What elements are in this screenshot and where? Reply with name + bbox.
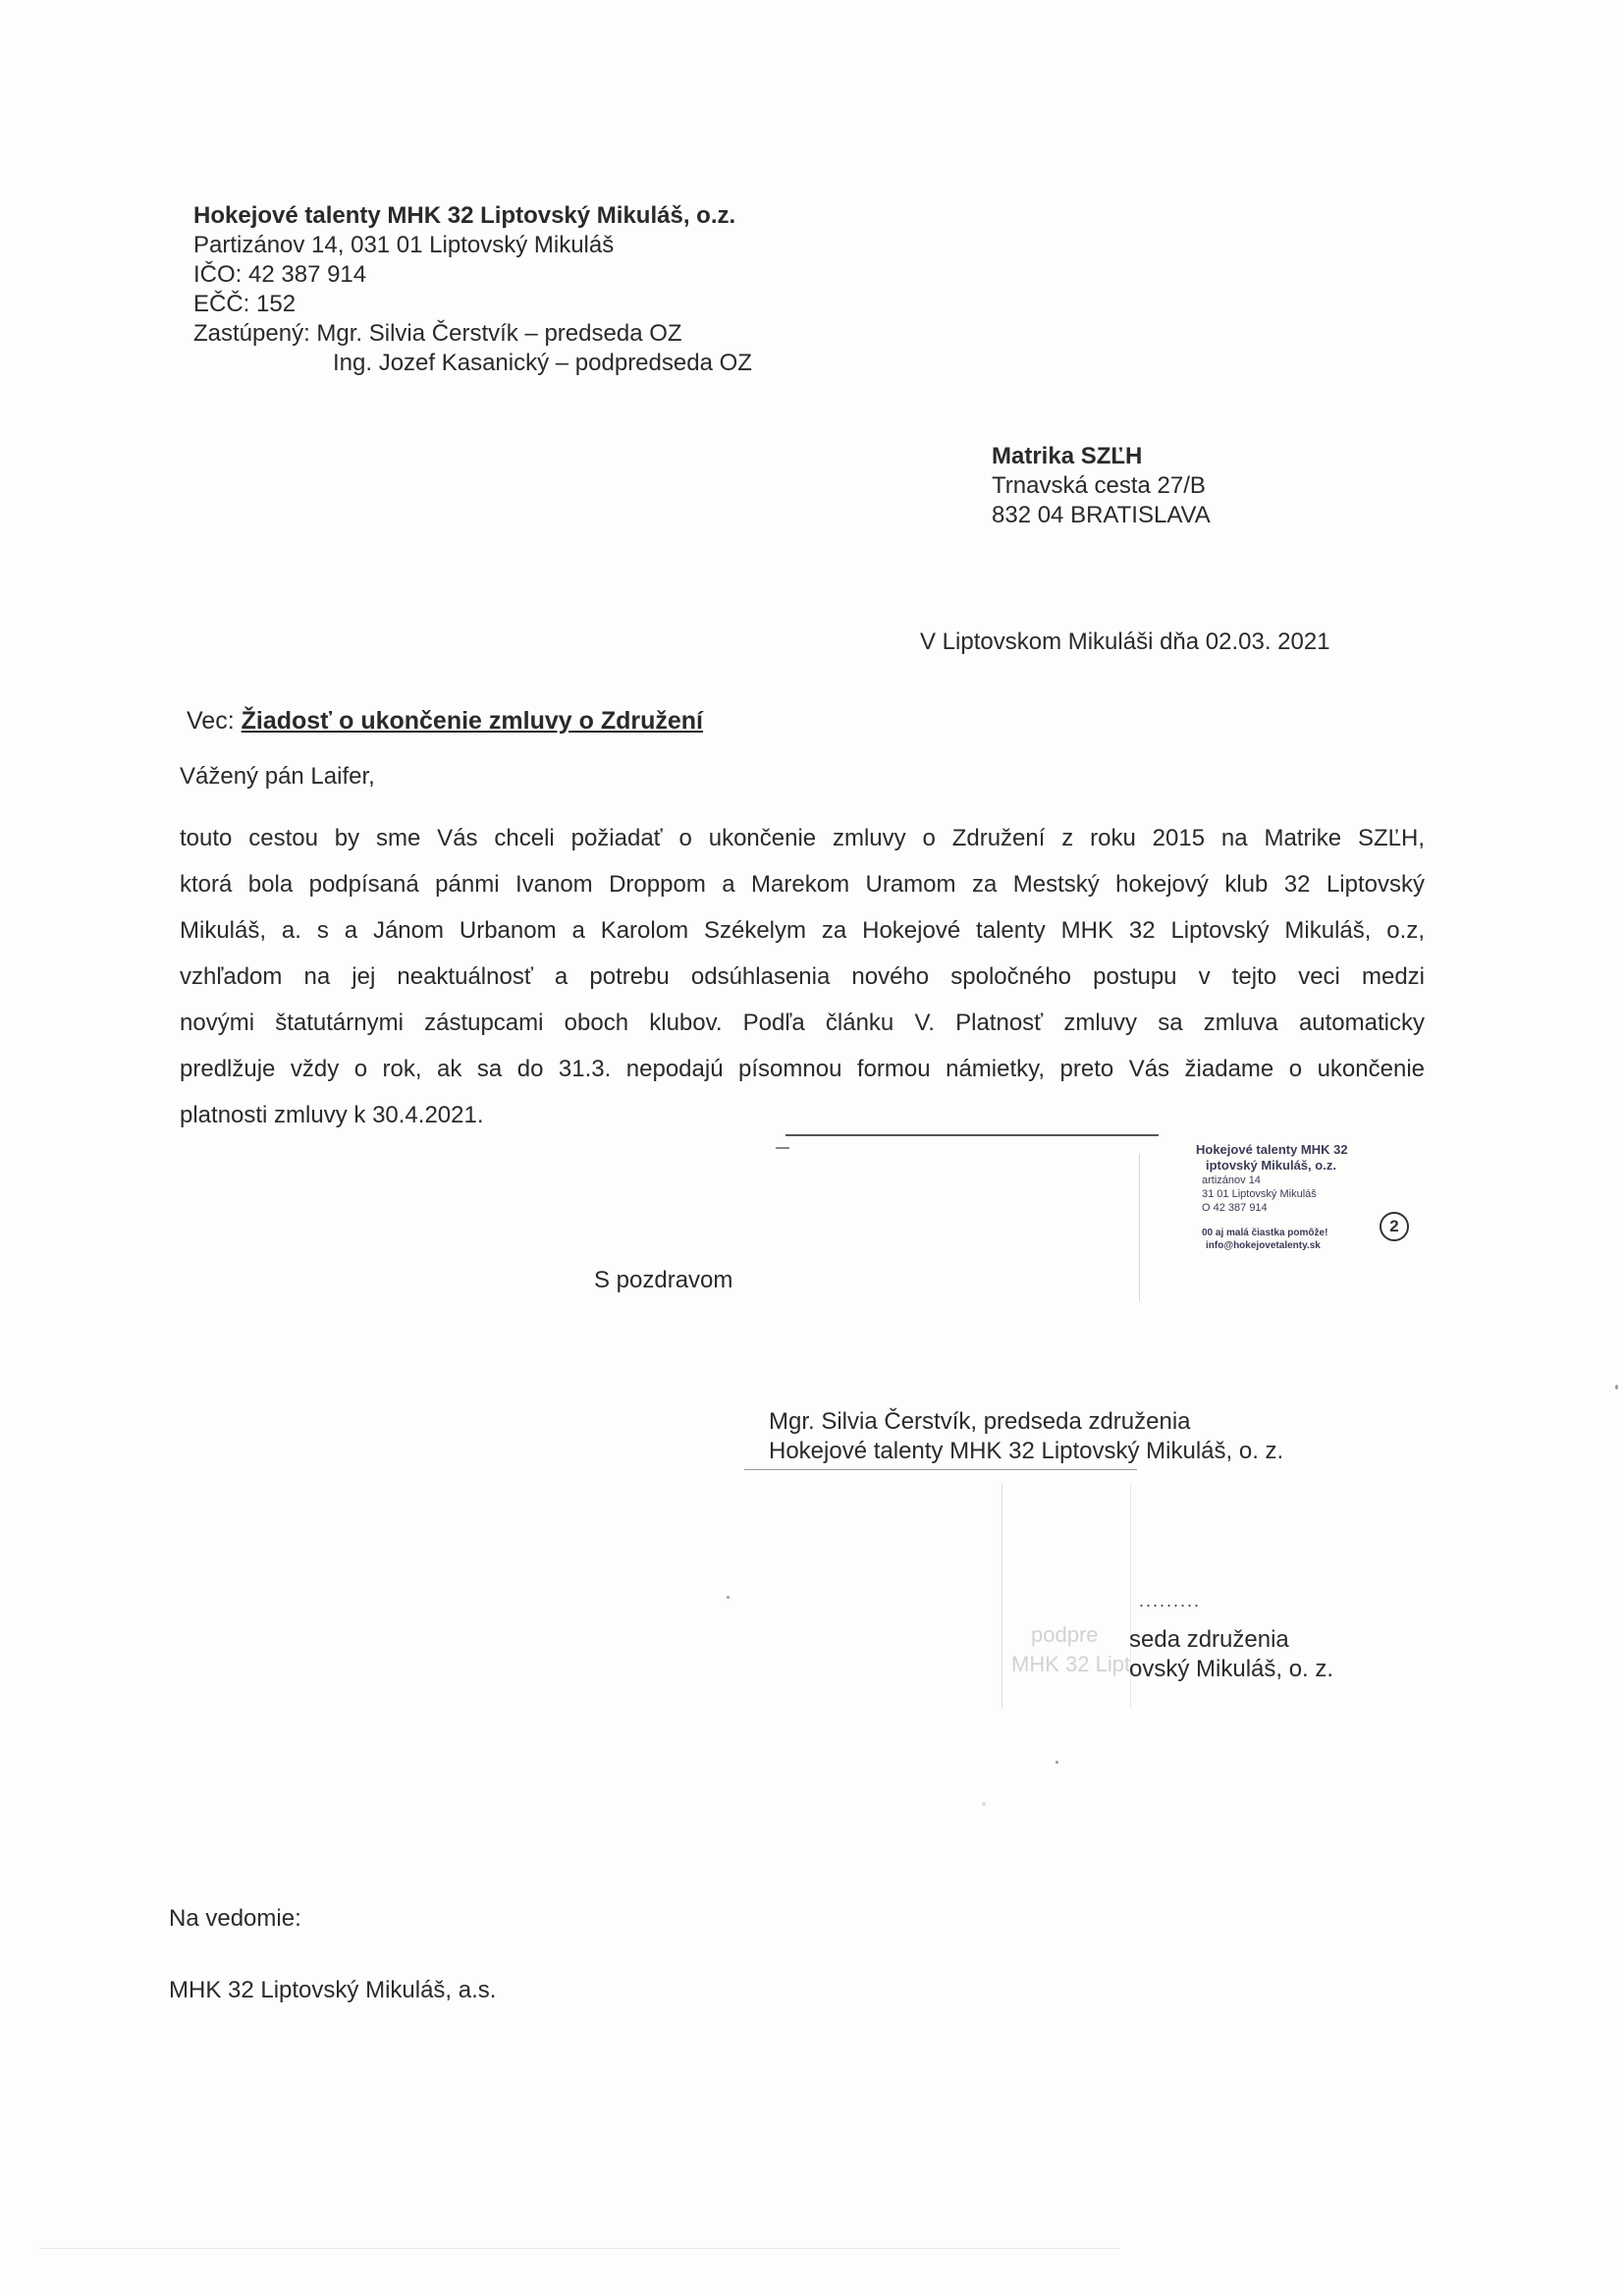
sender-represented-by: Zastúpený: Mgr. Silvia Čerstvík – predseda OZ [193, 320, 682, 347]
date-line: V Liptovskom Mikuláši dňa 02.03. 2021 [920, 629, 1330, 655]
stamp-number-circle: 2 [1380, 1212, 1409, 1241]
scan-speck [982, 1802, 986, 1806]
scan-speck [1615, 1385, 1618, 1390]
signatory-2-org: ovský Mikuláš, o. z. [1129, 1656, 1334, 1682]
sender-block [193, 201, 752, 378]
scan-speck [1056, 1761, 1058, 1764]
body-line: vzhľadom na jej neaktuálnosť a potrebu odsúhlasenia nového spoločného postupu v tejto veci medzi [180, 963, 1425, 990]
sender-ecc: EČČ: 152 [193, 291, 297, 317]
stamp-line: artizánov 14 [1202, 1175, 1261, 1186]
cc-label: Na vedomie: [169, 1905, 301, 1932]
subject-label: Vec: [187, 707, 235, 735]
cc-recipient: MHK 32 Liptovský Mikuláš, a.s. [169, 1977, 497, 2003]
signatory-1 [769, 1407, 1283, 1466]
sender-represented-by-2: Ing. Jozef Kasanický – podpredseda OZ [333, 350, 752, 376]
signatory-2-faint [952, 1620, 1130, 1679]
signatory-2-faint-role: podpre [1031, 1622, 1099, 1647]
sender-ico: IČO: 42 387 914 [193, 261, 367, 288]
signatory-1-underline [744, 1469, 1137, 1470]
body-line: Mikuláš, a. s a Jánom Urbanom a Karolom Székelym za Hokejové talenty MHK 32 Liptovský Mikuláš, o.z, [180, 917, 1425, 944]
body-line: platnosti zmluvy k 30.4.2021. [180, 1102, 484, 1128]
signature-dash [776, 1147, 789, 1149]
stamp-line: Hokejové talenty MHK 32 [1196, 1142, 1348, 1157]
recipient-city: 832 04 BRATISLAVA [992, 502, 1211, 528]
subject-line [187, 707, 703, 736]
body-line: ktorá bola podpísaná pánmi Ivanom Droppom a Marekom Uramom za Mestský hokejový klub 32 Liptovský [180, 871, 1425, 898]
body-line: predlžuje vždy o rok, ak sa do 31.3. nepodajú písomnou formou námietky, preto Vás žiadame o ukončenie [180, 1056, 1425, 1082]
stamp-line: 31 01 Liptovský Mikuláš [1202, 1188, 1317, 1200]
stamp-line: O 42 387 914 [1202, 1202, 1268, 1214]
signatory-1-name: Mgr. Silvia Čerstvík, predseda združenia [769, 1408, 1191, 1435]
closing: S pozdravom [594, 1267, 733, 1293]
letter-body [180, 815, 1425, 1138]
scan-speck [727, 1596, 730, 1599]
signatory-2 [1129, 1625, 1333, 1684]
subject-text: Žiadosť o ukončenie zmluvy o Združení [241, 707, 703, 735]
stamp-line: iptovský Mikuláš, o.z. [1206, 1158, 1336, 1173]
body-line: novými štatutárnymi zástupcami oboch klubov. Podľa článku V. Platnosť zmluvy sa zmluva automaticky [180, 1010, 1425, 1036]
recipient-street: Trnavská cesta 27/B [992, 472, 1206, 499]
recipient-block [992, 442, 1211, 530]
stamp-line: 00 aj malá čiastka pomôže! [1202, 1228, 1328, 1238]
signature-stroke [785, 1134, 1159, 1136]
scan-edge-line [39, 2248, 1119, 2249]
signature-dots: ......... [1139, 1591, 1202, 1611]
signatory-2-role: seda združenia [1129, 1626, 1289, 1653]
sender-name: Hokejové talenty MHK 32 Liptovský Mikuláš, o.z. [193, 202, 736, 229]
body-line: touto cestou by sme Vás chceli požiadať o ukončenie zmluvy o Združení z roku 2015 na Matrike SZĽH, [180, 825, 1425, 851]
recipient-name: Matrika SZĽH [992, 443, 1143, 469]
signatory-2-faint-org: MHK 32 Lipt [1011, 1652, 1131, 1676]
signatory-1-org: Hokejové talenty MHK 32 Liptovský Mikuláš, o. z. [769, 1438, 1284, 1464]
stamp-line: info@hokejovetalenty.sk [1206, 1240, 1321, 1251]
salutation: Vážený pán Laifer, [180, 763, 375, 790]
sender-address: Partizánov 14, 031 01 Liptovský Mikuláš [193, 232, 615, 258]
